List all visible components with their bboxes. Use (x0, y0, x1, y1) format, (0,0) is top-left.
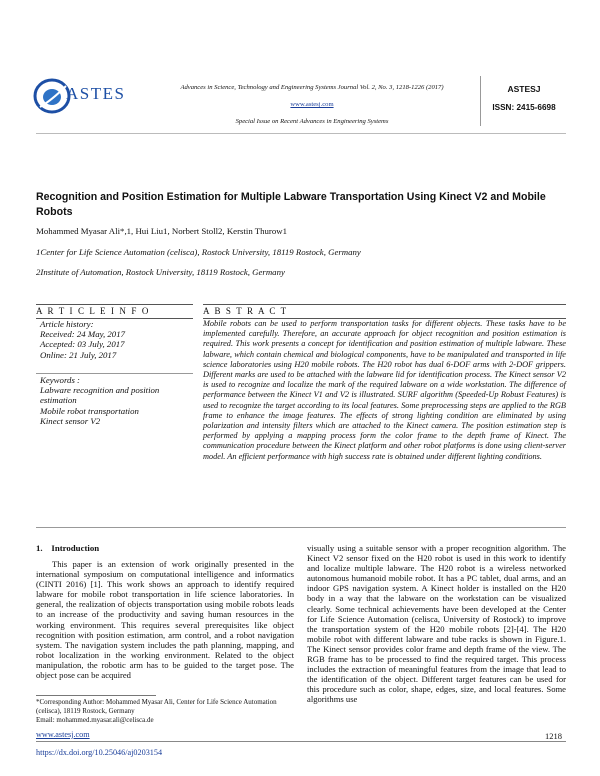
special-issue: Special Issue on Recent Advances in Engineering Systems (235, 118, 389, 125)
article-history (40, 319, 193, 360)
article-info-heading: A R T I C L E I N F O (36, 306, 150, 316)
author-list: Mohammed Myasar Ali*,1, Hui Liu1, Norbert Stoll2, Kerstin Thurow1 (36, 226, 288, 236)
online-date: Online: 21 July, 2017 (40, 349, 117, 360)
keyword-item: Mobile robot transportation (40, 405, 139, 416)
keyword-item: Kinect sensor V2 (40, 415, 101, 426)
history-label: Article history: (40, 319, 94, 329)
paper-title: Recognition and Position Estimation for Multiple Labware Transportation Using Kinect V2 and Mobile Robots (36, 191, 546, 218)
received-date: Received: 24 May, 2017 (40, 329, 126, 340)
introduction-heading: 1. Introduction (36, 543, 100, 553)
footer-rule (36, 741, 566, 742)
header-rule (36, 133, 566, 134)
info-mid-rule (36, 373, 193, 374)
corresponding-author-note: *Corresponding Author: Mohammed Myasar Ali, Center for Life Science Automation (celisca), 18119 Rostock, Germany (36, 698, 277, 715)
info-top-rule (36, 304, 193, 305)
doi-link[interactable]: https://dx.doi.org/10.25046/aj0203154 (36, 748, 163, 757)
intro-right-column: visually using a suitable sensor with a proper recognition algorithm. The Kinect V2 sensor fixed on the H20 robot is used in this work to identify and localize multiple labware. The H20 robot is a wireless networked autonomous humanoid mobile robot. It has a PC tablet, dual arms, and an indoor GPS navigation system. A Kinect holder is installed on the H20 body in a way that the labware on the workstation can be visualized clearly. Some technical achievements have been developed at the Center for Life Science Automation (celisca, University of Rostock) to improve the transportation system of the H20 mobile robots [2]-[4]. The H20 mobile robot with different labware and tube racks is shown in Figure.1. The Kinect sensor provides color frame and depth frame of the view. The RGB frame has to be processed to find the required target. This process includes the extraction of meaningful features from the image that lead to the identification of the object. Different target features can be used for this procedure such as color, shape, edges, size, and local features. Some algorithms use (307, 543, 566, 705)
journal-url-link[interactable]: www.astesj.com (290, 101, 334, 108)
keywords-label: Keywords : (40, 375, 80, 385)
affiliation-2: 2Institute of Automation, Rostock University, 18119 Rostock, Germany (36, 267, 285, 277)
abstract-heading: A B S T R A C T (203, 306, 288, 316)
footer-journal-link[interactable]: www.astesj.com (36, 730, 90, 739)
corresponding-email: Email: mohammed.myasar.ali@celisca.de (36, 716, 154, 724)
page-number: 1218 (545, 731, 562, 741)
accepted-date: Accepted: 03 July, 2017 (40, 339, 125, 350)
journal-citation: Advances in Science, Technology and Engineering Systems Journal Vol. 2, No. 3, 1218-1226 (2017) (180, 84, 444, 91)
journal-brand: ASTESJ (507, 84, 541, 94)
keyword-item: Labware recognition and position estimation (40, 385, 160, 406)
issn: ISSN: 2415-6698 (492, 103, 556, 112)
logo-text: ASTES (66, 84, 126, 103)
affiliation-1: 1Center for Life Science Automation (celisca), Rostock University, 18119 Rostock, Germany (36, 247, 361, 257)
footnote-rule (36, 695, 156, 696)
keywords-block (40, 375, 190, 426)
intro-left-column: This paper is an extension of work originally presented in the international symposium on computational intelligence and informatics (CINTI 2016) [1]. This work shows an approach to identify required labware for mobile robot transportation in life science laboratories. In general, the realization of objects transportation using mobile robots leads to an increase of the productivity and saving human resources in the working environment. This requires several prerequisites like object recognition with position estimation, arm control, and a robot navigation system. The navigation system includes the path planning, mapping, and robot localization in the working environment. Related to the object manipulation, the robotic arm has to be guided to the target pose. The object pose can be acquired (36, 559, 294, 681)
abstract-text: Mobile robots can be used to perform transportation tasks for different objects. These tasks have to be implemented carefully. Therefore, an accurate approach for object recognition and position estimation is required. This work presents a concept for identification and position estimation of multiple labware. These labware, which contain chemical and biological components, have to be manipulated and transported in life science laboratories using H20 mobile robots. The H20 robot has dual 6-DOF arms with 2-DOF grippers. Different marks are used to be attached with the labware lid for identification process. The Kinect sensor V2 is used to recognize and localize the mark of the required labware on a wide workstation. The difference of performance between the Kinect V1 and V2 is illustrated. SURF algorithm (Speeded-Up Robust Features) is used to recognize the target according to its local features. Some preprocessing steps are applied to the RGB frame to enhance the image features. The effects of strong lighting condition are eliminated by using polarization and intensity filters which are attached to the Kinect camera. The position estimation step is performed by applying a mapping process form the color frame to the depth frame of Kinect. The communication procedure between the Kinect platform and other robot platforms is done using client-server model. An efficient performance with high success rate is obtained under different lighting conditions. (203, 319, 566, 461)
abstract-bottom-rule (36, 527, 566, 528)
abstract-top-rule (203, 304, 566, 305)
